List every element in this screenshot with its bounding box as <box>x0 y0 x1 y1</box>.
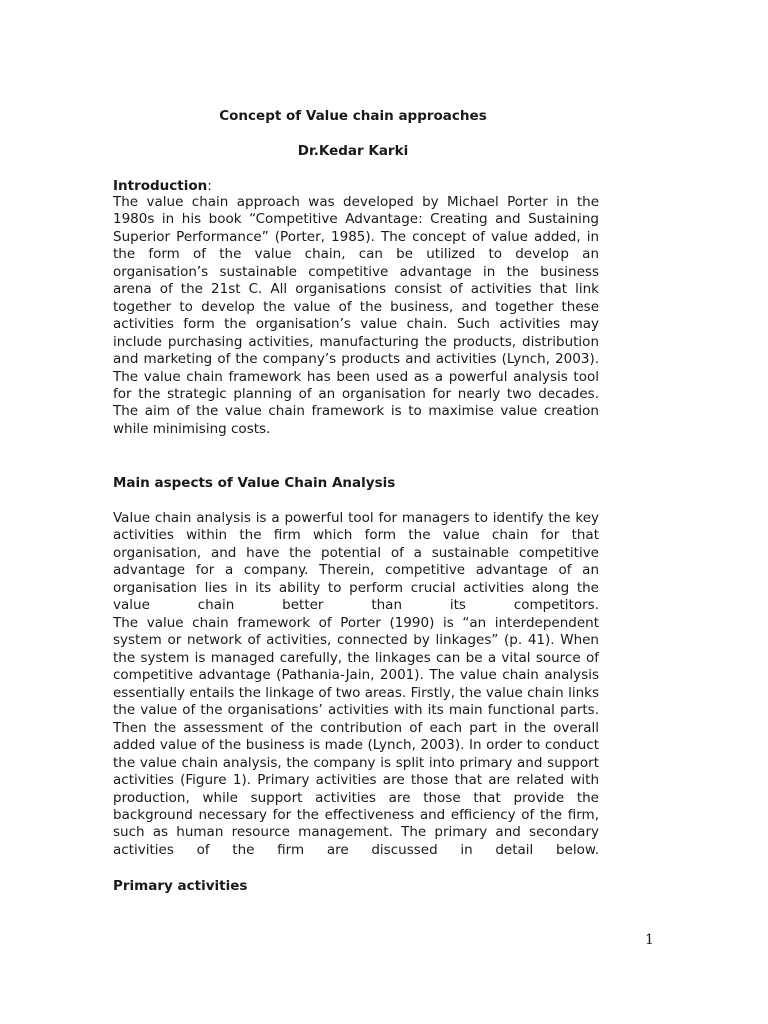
section-heading-main-aspects: Main aspects of Value Chain Analysis <box>113 475 396 491</box>
introduction-heading-text: Introduction <box>113 178 208 194</box>
introduction-heading-colon: : <box>207 178 212 194</box>
introduction-paragraph: The value chain approach was developed by Michael Porter in the 1980s in his book “Competitive Advantage: Creating and Sustaining Superior Performance” (Porter, 1985). The concept of value added, in the form of the value chain, can be utilized to develop an organisation’s sustainable competitive advantage in the business arena of the 21st C. All organisations consist of activities that link together to develop the value of the business, and together these activities form the organisation’s value chain. Such activities may include purchasing activities, manufacturing the products, distribution and marketing of the company’s products and activities (Lynch, 2003). The value chain framework has been used as a powerful analysis tool for the strategic planning of an organisation for nearly two decades. The aim of the value chain framework is to maximise value creation while minimising costs. <box>113 194 599 437</box>
page-number: 1 <box>645 932 654 948</box>
section-heading-primary-activities: Primary activities <box>113 878 248 894</box>
main-aspects-paragraph-1: Value chain analysis is a powerful tool for managers to identify the key activities within the firm which form the value chain for that organisation, and have the potential of a sustainable competitive advantage for a company. Therein, competitive advantage of an organisation lies in its ability to perform crucial activities along the value chain better than its competitors. <box>113 510 599 614</box>
introduction-heading <box>113 178 212 194</box>
main-aspects-paragraph-2: The value chain framework of Porter (1990) is “an interdependent system or network of activities, connected by linkages” (p. 41). When the system is managed carefully, the linkages can be a vital source of competitive advantage (Pathania-Jain, 2001). The value chain analysis essentially entails the linkage of two areas. Firstly, the value chain links the value of the organisations’ activities with its main functional parts. Then the assessment of the contribution of each part in the overall added value of the business is made (Lynch, 2003). In order to conduct the value chain analysis, the company is split into primary and support activities (Figure 1). Primary activities are those that are related with production, while support activities are those that provide the background necessary for the effectiveness and efficiency of the firm, such as human resource management. The primary and secondary activities of the firm are discussed in detail below. <box>113 615 599 858</box>
author-name: Dr.Kedar Karki <box>297 143 409 159</box>
document-title: Concept of Value chain approaches <box>219 108 487 124</box>
